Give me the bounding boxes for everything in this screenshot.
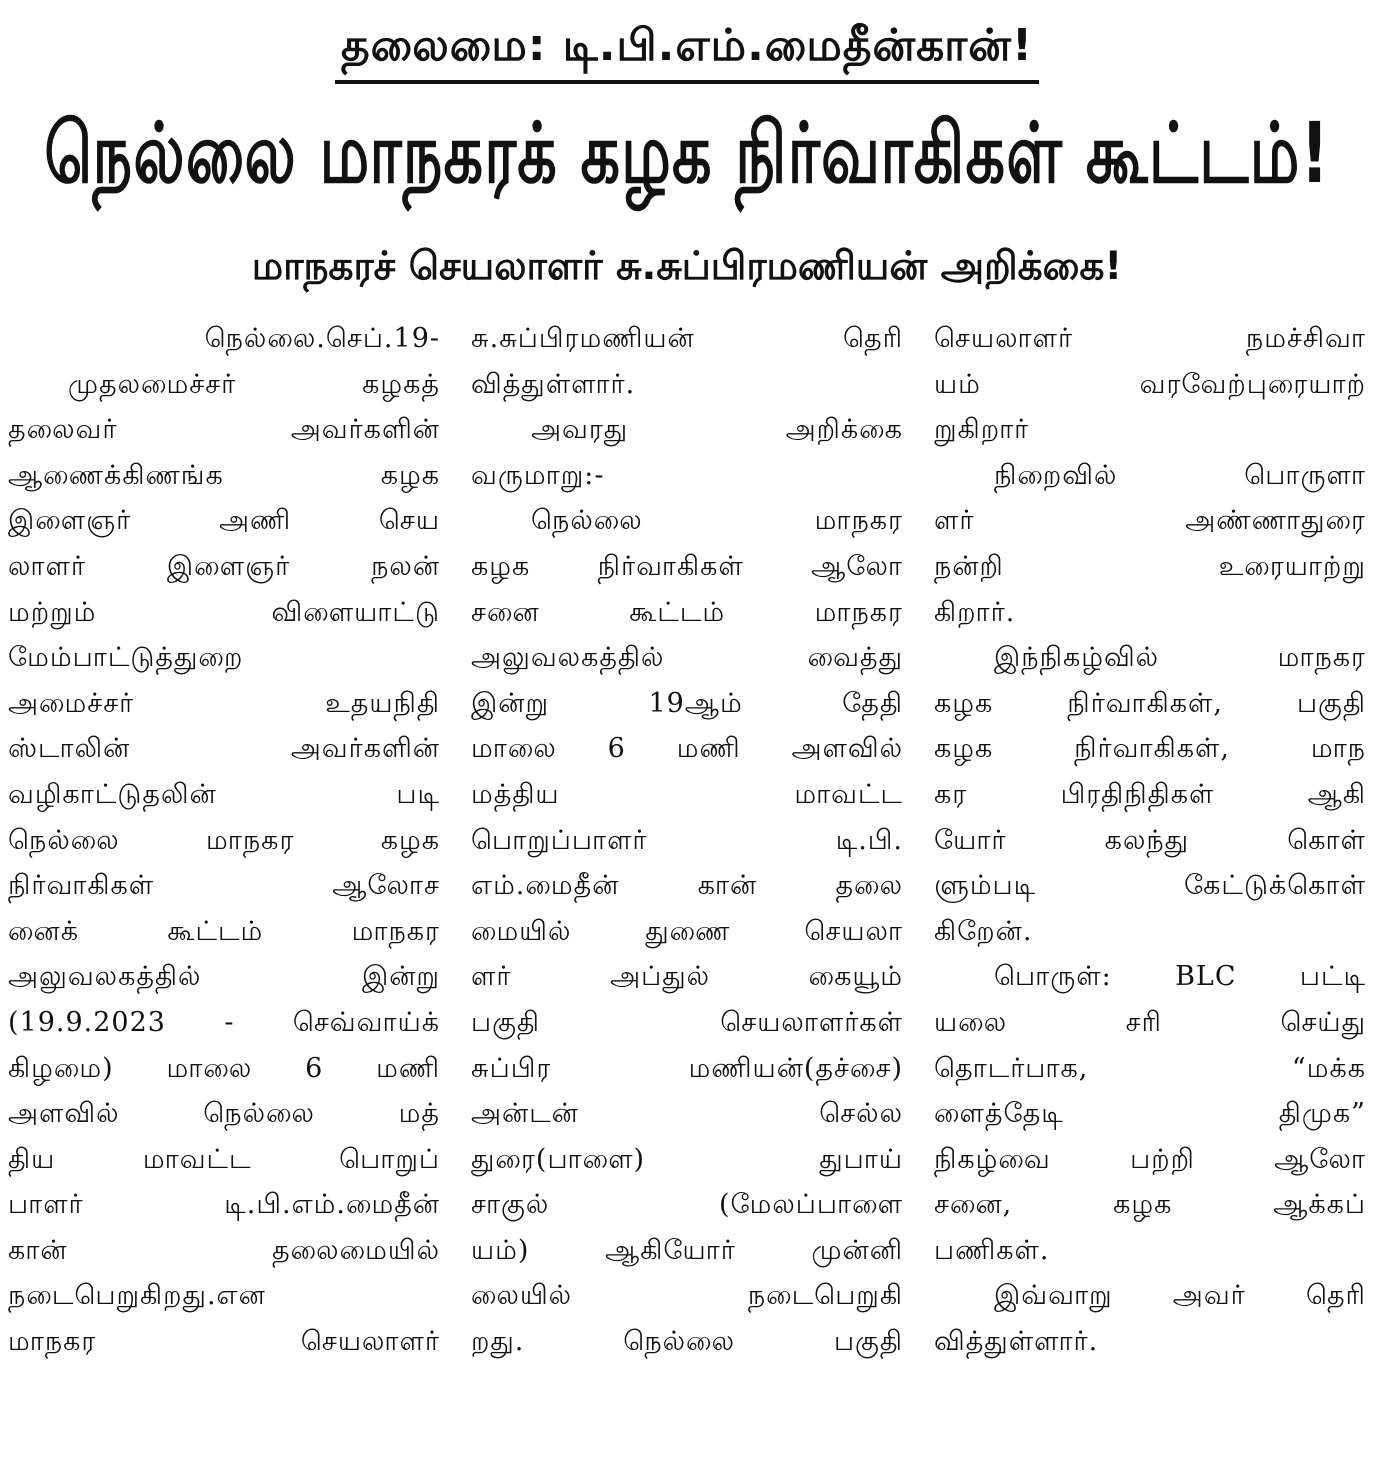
article-line: நடைபெறுகிறது.என [8,1280,266,1312]
article-line: செயலாளர் நமச்சிவா [934,323,1366,354]
article-line: லையில் நடைபெறுகி [471,1280,903,1312]
article-line: நிகழ்வை பற்றி ஆலோ [934,1143,1366,1175]
article-line: துரை(பாளை) துபாய் [471,1143,903,1175]
headline: நெல்லை மாநகரக் கழக நிர்வாகிகள் கூட்டம்! [44,103,1330,203]
article-line: இளைஞர் அணி செய [8,505,440,537]
article-line: சாகுல் (மேலப்பாளை [471,1189,903,1221]
article-line: பகுதி செயலாளர்கள் [471,1006,903,1038]
article-line: மற்றும் விளையாட்டு [8,596,440,628]
article-line: நிர்வாகிகள் ஆலோச [8,870,440,902]
article-line: நன்றி உரையாற்று [934,550,1366,582]
article-line: தொடர்பாக, “மக்க [934,1052,1366,1084]
article-line: கழக நிர்வாகிகள் ஆலோ [471,550,903,582]
article-line: இந்நிகழ்வில் மாநகர [994,642,1366,674]
article-line: முதலமைச்சர் கழகத் [68,368,440,400]
article-line: றுகிறார் [934,414,1030,446]
article-line: இன்று 19ஆம் தேதி [471,687,903,719]
article-line: றது. நெல்லை பகுதி [471,1326,903,1358]
article-line: மாநகர செயலாளர் [8,1326,440,1358]
article-line: ளைத்தேடி திமுக” [934,1098,1366,1130]
article-line: வழிகாட்டுதலின் படி [8,778,440,810]
article-line: லாளர் இளைஞர் நலன் [8,550,440,582]
article-line: கழக நிர்வாகிகள், பகுதி [934,687,1366,719]
article-line: ஆணைக்கிணங்க கழக [8,459,440,491]
article-line: இவ்வாறு அவர் தெரி [994,1280,1366,1312]
article-line: கிழமை) மாலை 6 மணி [8,1052,440,1084]
article-line: நெல்லை மாநகர கழக [8,824,440,856]
article-line: னைக் கூட்டம் மாநகர [8,915,440,947]
article-line: நெல்லை மாநகர [531,505,903,537]
article-line: தலைவர் அவர்களின் [8,414,440,446]
article-line: அவரது அறிக்கை [531,414,903,446]
article-line: யலை சரி செய்து [934,1006,1366,1038]
article-line: எம்.மைதீன் கான் தலை [471,870,903,902]
article-line: பொருள்: BLC பட்டி [994,961,1366,993]
article-line: திய மாவட்ட பொறுப் [8,1143,440,1175]
article-line: அலுவலகத்தில் வைத்து [471,642,903,674]
column-2 [471,316,903,1365]
article-line: சனை கூட்டம் மாநகர [471,596,903,628]
article-line: அளவில் நெல்லை மத் [8,1098,440,1130]
article-line: மத்திய மாவட்ட [471,778,903,810]
article-line: சுப்பிர மணியன்(தச்சை) [471,1052,903,1084]
article-line: சு.சுப்பிரமணியன் தெரி [471,323,903,354]
article-line: (19.9.2023 - செவ்வாய்க் [8,1006,440,1038]
article-line: அமைச்சர் உதயநிதி [8,687,440,719]
article-line: யம்) ஆகியோர் முன்னி [471,1234,903,1266]
article-line: மாலை 6 மணி அளவில் [471,733,903,765]
article-line: நெல்லை.செப்.19- [204,323,440,354]
article-line: மையில் துணை செயலா [471,915,903,947]
column-1 [8,316,440,1365]
article-line: அலுவலகத்தில் இன்று [8,961,440,993]
subheadline: மாநகரச் செயலாளர் சு.சுப்பிரமணியன் அறிக்கை! [251,244,1123,289]
article-line: அன்டன் செல்ல [471,1098,903,1130]
article-line: ளும்படி கேட்டுக்கொள் [934,870,1366,902]
article-line: பொறுப்பாளர் டி.பி. [471,824,903,856]
article-line: பாளர் டி.பி.எம்.மைதீன் [8,1189,440,1221]
article-line: நிறைவில் பொருளா [994,459,1366,491]
kicker: தலைமை: டி.பி.எம்.மைதீன்கான்! [335,16,1039,84]
article-line: பணிகள். [934,1234,1050,1266]
article-line: கிறார். [934,596,1016,628]
column-3 [934,316,1366,1365]
article-line: வித்துள்ளார். [471,368,636,400]
article-line: கர பிரதிநிதிகள் ஆகி [934,778,1366,810]
article-line: ளர் அப்துல் கையூம் [471,961,903,993]
article-line: ளர் அண்ணாதுரை [934,505,1366,537]
article-line: யோர் கலந்து கொள் [934,824,1366,856]
article-line: யம் வரவேற்புரையாற் [934,368,1366,400]
article-line: கான் தலைமையில் [8,1234,440,1266]
article-body [8,316,1366,1365]
article-line: கிறேன். [934,915,1033,947]
article-line: ஸ்டாலின் அவர்களின் [8,733,440,765]
article-line: மேம்பாட்டுத்துறை [8,642,244,674]
article-line: கழக நிர்வாகிகள், மாந [934,733,1366,765]
article-line: சனை, கழக ஆக்கப் [934,1189,1366,1221]
article-line: வருமாறு:- [471,459,605,491]
article-line: வித்துள்ளார். [934,1326,1099,1358]
